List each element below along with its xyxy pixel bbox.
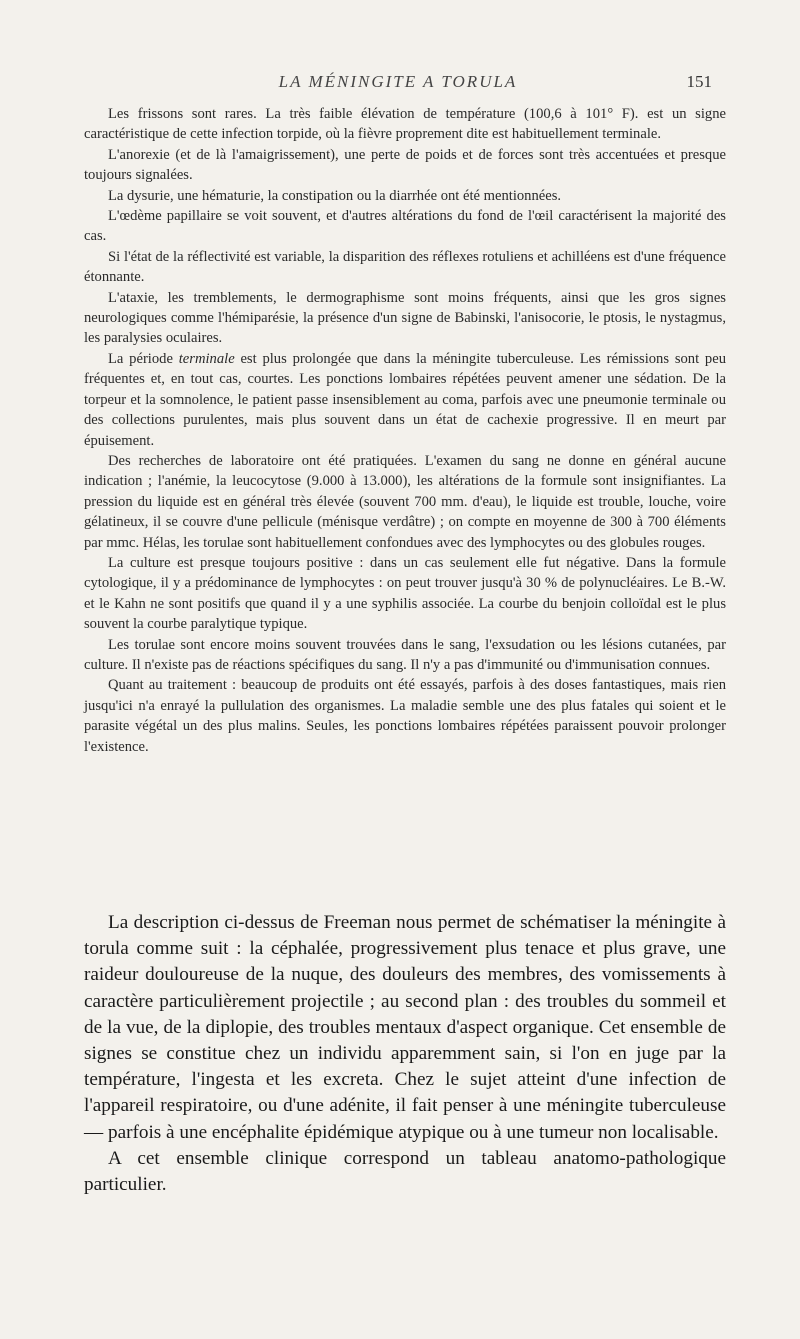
period-text-after: est plus prolongée que dans la méningite tuberculeuse. Les rémissions sont peu fréquentes et, en tout cas, courtes. Les ponctions lombaires répétées peuvent amener une sédation. De la torpeur et la somnolence, le patient passe insensiblement au coma, parfois avec une pneumonie terminale ou des collections purulentes, mais plus souvent dans un état de cachexie progressive. Il en meurt par épuisement. [84, 350, 727, 449]
paragraph-schema-clinique: La description ci-dessus de Freeman nous permet de schématiser la méningite à torula comme suit : la céphalée, progressivement plus tenace et plus grave, une raideur douloureuse de la nuque, des douleurs des membres, des vomissements à caractère particulièrement projectile ; au second plan : des troubles du sommeil et de la vue, de la diplopie, des troubles mentaux d'aspect organique. Cet ensemble de signes se constitue chez un individu apparemment sain, si l'on en juge par la température, l'ingesta et les excreta. Chez le sujet atteint d'une infection de l'appareil respiratoire, ou d'une adénite, il fait penser à une méningite tuberculeuse — parfois à une encéphalite épidémique atypique ou à une tumeur non localisable. [84, 912, 726, 1143]
paragraph-anorexie: L'anorexie (et de là l'amaigrissement), une perte de poids et de forces sont très accentuées et presque toujours signalées. [84, 146, 726, 184]
summary-block [84, 910, 726, 1198]
paragraph-culture: La culture est presque toujours positive : dans un cas seulement elle fut négative. Dans la formule cytologique, il y a prédominance de lymphocytes : on peut trouver jusqu'à 30 % de polynucléaires. Le B.-W. et le Kahn ne sont positifs que quand il y a une syphilis associée. La courbe du benjoin colloïdal est le plus souvent la courbe paralytique typique. [84, 554, 726, 633]
paragraph-reflectivite: Si l'état de la réflectivité est variable, la disparition des réflexes rotuliens et achilléens est d'une fréquence étonnante. [84, 248, 726, 286]
paragraph-laboratoire: Des recherches de laboratoire ont été pratiquées. L'examen du sang ne donne en général aucune indication ; l'anémie, la leucocytose (9.000 à 13.000), les altérations de la formule sont insignifiantes. La pression du liquide est en général très élevée (souvent 700 mm. d'eau), le liquide est trouble, louche, voire gélatineux, il se couvre d'une pellicule (ménisque verdâtre) ; on compte en moyenne de 300 à 700 éléments par mmc. Hélas, les torulae sont habituellement confondues avec des lymphocytes ou des globules rouges. [84, 452, 726, 551]
paragraph-oedeme: L'œdème papillaire se voit souvent, et d'autres altérations du fond de l'œil caractérisent la majorité des cas. [84, 208, 726, 245]
period-text-before: La période [108, 350, 179, 367]
clinical-description-block [84, 104, 726, 757]
paragraph-ataxie: L'ataxie, les tremblements, le dermographisme sont moins fréquents, ainsi que les gros signes neurologiques comme l'hémiparésie, la présence d'un signe de Babinski, l'anisocorie, le ptosis, le nystagmus, les paralysies oculaires. [84, 289, 726, 347]
period-text-emphasis: terminale [178, 350, 235, 367]
paragraph-traitement: Quant au traitement : beaucoup de produits ont été essayés, parfois à des doses fantastiques, mais rien jusqu'ici n'a enrayé la pullulation des organismes. La maladie semble une des plus fatales qui soient et le parasite végétal un des plus malins. Seules, les ponctions lombaires répétées paraissent pouvoir prolonger l'existence. [84, 677, 726, 755]
paragraph-dysurie: La dysurie, une hématurie, la constipation ou la diarrhée ont été mentionnées. [108, 187, 562, 204]
paragraph-frissons: Les frissons sont rares. La très faible élévation de température (100,6 à 101° F). est un signe caractéristique de cette infection torpide, où la fièvre proprement dite est habituellement terminale. [84, 106, 726, 143]
paragraph-periode-terminale [84, 349, 726, 451]
running-title: LA MÉNINGITE A TORULA [278, 72, 518, 91]
paragraph-tableau-anatomo: A cet ensemble clinique correspond un tableau anatomo-pathologique particulier. [84, 1147, 726, 1196]
paragraph-torulae-sang: Les torulae sont encore moins souvent trouvées dans le sang, l'exsudation ou les lésions cutanées, par culture. Il n'existe pas de réactions spécifiques du sang. Il n'y a pas d'immunité ou d'immunisation connues. [84, 636, 726, 673]
page-header [84, 72, 712, 100]
page-number: 151 [686, 72, 712, 91]
